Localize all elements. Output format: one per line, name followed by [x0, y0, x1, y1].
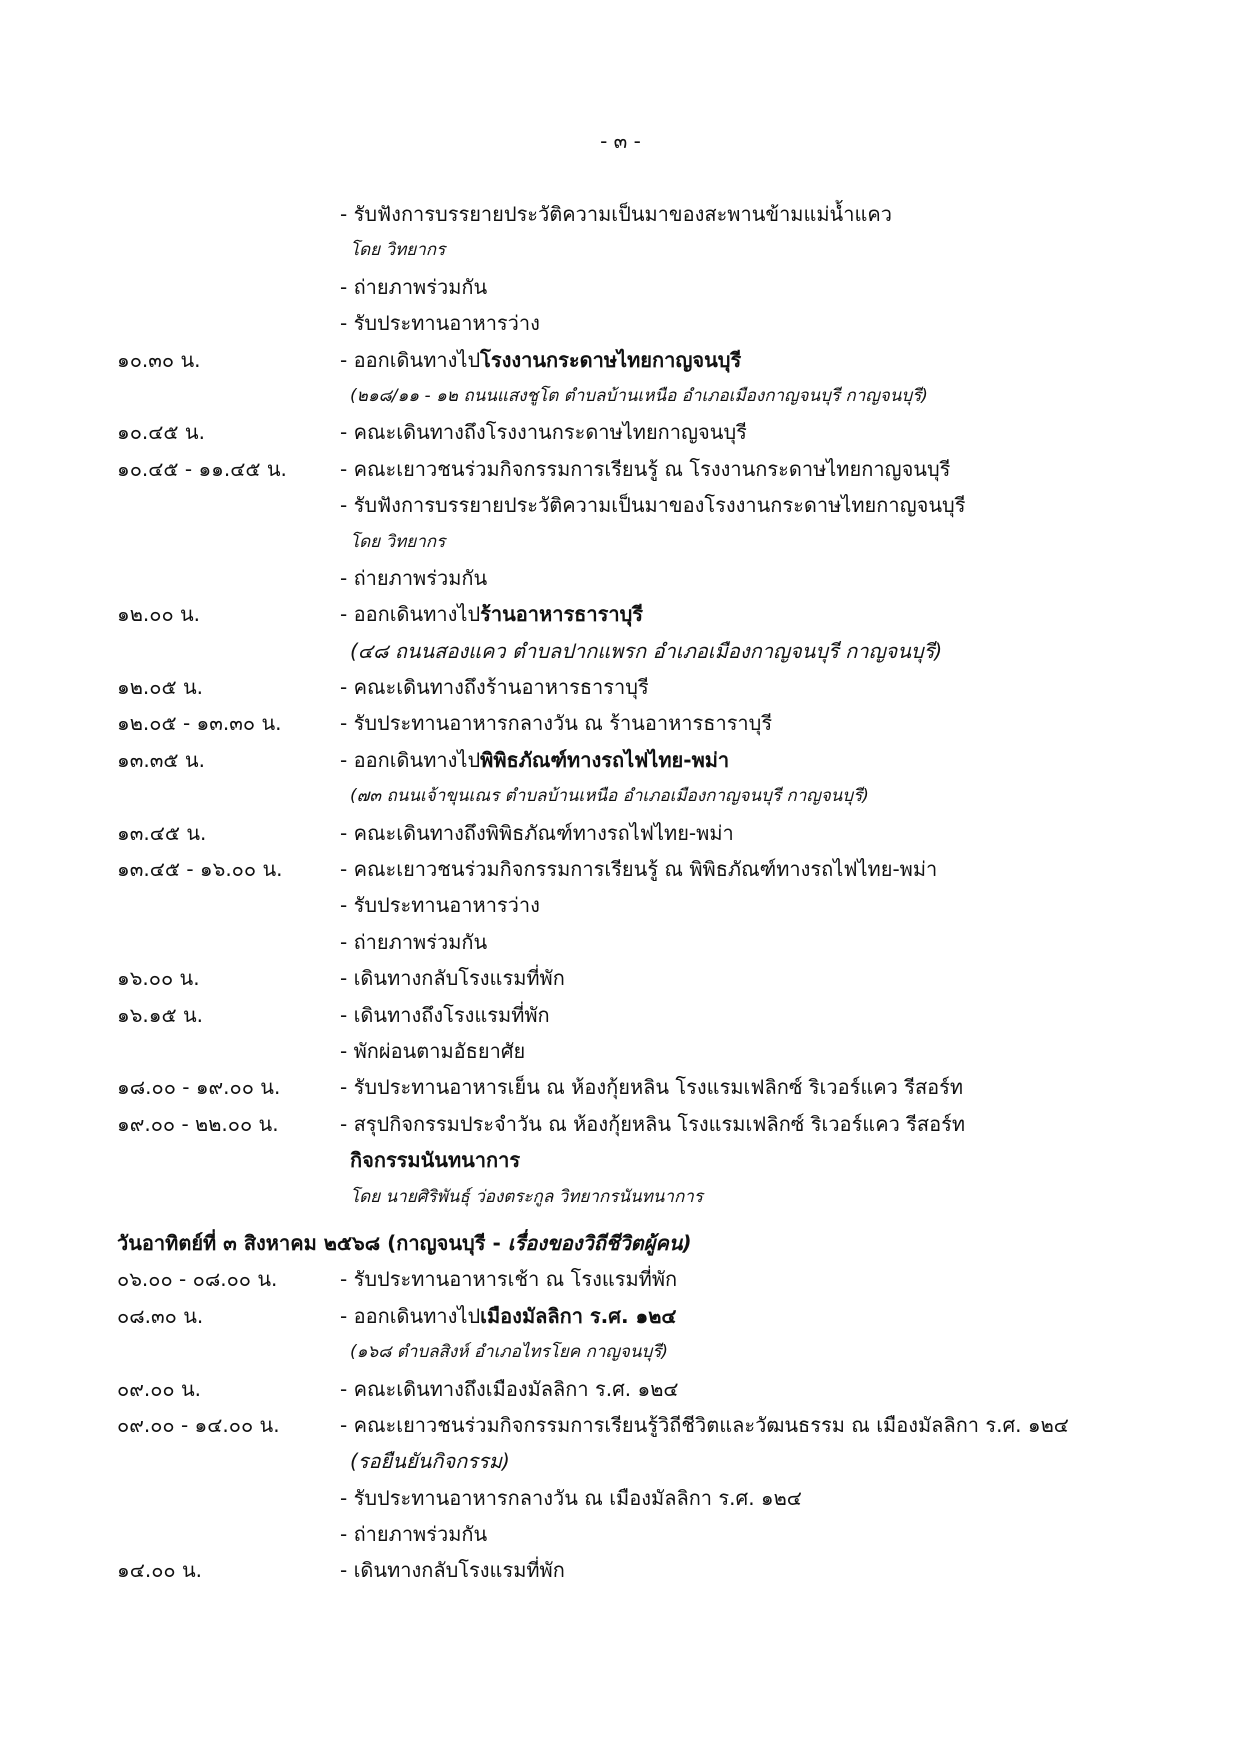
- schedule-row: [0, 524, 1241, 560]
- schedule-row: [0, 705, 1241, 741]
- activity-text: - ออกเดินทางไป: [340, 602, 481, 627]
- schedule-row: [0, 1179, 1241, 1215]
- activity-text: - รับประทานอาหารกลางวัน ณ เมืองมัลลิกา ร.ศ. ๑๒๔: [340, 1485, 802, 1510]
- day-heading-text: วันอาทิตย์ที่ ๓ สิงหาคม ๒๕๖๘ (กาญจนบุรี -: [117, 1230, 508, 1255]
- activity-place-name: กิจกรรมนันทนาการ: [350, 1148, 521, 1173]
- schedule-row: [0, 924, 1241, 960]
- schedule-row: [0, 1371, 1241, 1407]
- activity-text: (รอยืนยันกิจกรรม): [350, 1449, 510, 1474]
- schedule-time: ๑๒.๐๕ - ๑๓.๓๐ น.: [117, 711, 282, 736]
- schedule-row: [0, 669, 1241, 705]
- schedule-activity: [340, 1069, 963, 1105]
- schedule-row: [0, 1069, 1241, 1105]
- schedule-row: [0, 232, 1241, 268]
- schedule-row: [0, 1298, 1241, 1334]
- activity-text: โดย นายศิริพันธุ์ ว่องตระกูล วิทยากรนันทนาการ: [350, 1186, 703, 1207]
- schedule-activity: [340, 342, 741, 378]
- schedule-row: [0, 305, 1241, 341]
- schedule-activity: [340, 1298, 677, 1334]
- schedule-row: [0, 1106, 1241, 1142]
- schedule-activity: [340, 1033, 525, 1069]
- activity-text: - ออกเดินทางไป: [340, 347, 481, 372]
- schedule-time: ๑๖.๑๕ น.: [117, 1002, 203, 1027]
- schedule-note: [350, 378, 928, 414]
- activity-text: โดย วิทยากร: [350, 240, 446, 261]
- schedule-row: [0, 196, 1241, 232]
- activity-text: (๗๓ ถนนเจ้าขุนเณร ตำบลบ้านเหนือ อำเภอเมืองกาญจนบุรี กาญจนบุรี): [350, 786, 869, 807]
- activity-text: - ถ่ายภาพร่วมกัน: [340, 274, 488, 299]
- schedule-row: [0, 1443, 1241, 1479]
- schedule-time: ๐๙.๐๐ น.: [117, 1376, 202, 1401]
- activity-text: (๑๖๘ ตำบลสิงห์ อำเภอไทรโยค กาญจนบุรี): [350, 1342, 669, 1363]
- schedule-time: ๐๘.๓๐ น.: [117, 1303, 204, 1328]
- activity-text: - รับฟังการบรรยายประวัติความเป็นมาของสะพานข้ามแม่น้ำแคว: [340, 202, 892, 226]
- schedule-time: ๐๙.๐๐ - ๑๔.๐๐ น.: [117, 1412, 280, 1437]
- schedule-note: [350, 524, 445, 560]
- schedule-row: [0, 1033, 1241, 1069]
- schedule-activity: [340, 487, 965, 523]
- schedule-row: [0, 1142, 1241, 1178]
- activity-text: - ออกเดินทางไป: [340, 1303, 481, 1328]
- activity-text: (๔๘ ถนนสองแคว ตำบลปากแพรก อำเภอเมืองกาญจนบุรี กาญจนบุรี): [350, 638, 943, 663]
- schedule-activity: [340, 596, 643, 632]
- activity-text: (๒๑๘/๑๑ - ๑๒ ถนนแสงชูโต ตำบลบ้านเหนือ อำเภอเมืองกาญจนบุรี กาญจนบุรี): [350, 385, 928, 406]
- activity-text: - เดินทางถึงโรงแรมที่พัก: [340, 1002, 550, 1027]
- schedule-time: ๑๐.๔๕ - ๑๑.๔๕ น.: [117, 456, 287, 481]
- activity-text: - ออกเดินทางไป: [340, 747, 481, 772]
- schedule-time: ๑๔.๐๐ น.: [117, 1558, 202, 1583]
- schedule-row: [0, 1261, 1241, 1297]
- activity-text: - รับประทานอาหารว่าง: [340, 311, 540, 336]
- schedule-activity: [340, 851, 937, 887]
- schedule-note: [350, 1443, 510, 1479]
- schedule-row: [0, 742, 1241, 778]
- schedule-row: [0, 1480, 1241, 1516]
- activity-text: - คณะเดินทางถึงเมืองมัลลิกา ร.ศ. ๑๒๔: [340, 1376, 679, 1401]
- schedule-time: ๑๘.๐๐ - ๑๙.๐๐ น.: [117, 1075, 281, 1100]
- activity-text: - คณะเยาวชนร่วมกิจกรรมการเรียนรู้วิถีชีวิตและวัฒนธรรม ณ เมืองมัลลิกา ร.ศ. ๑๒๔: [340, 1412, 1069, 1437]
- schedule-activity: [340, 196, 892, 232]
- activity-text: - รับประทานอาหารว่าง: [340, 893, 540, 918]
- schedule-row: [0, 1334, 1241, 1370]
- schedule-time: ๑๐.๓๐ น.: [117, 347, 201, 372]
- schedule-note: [350, 778, 869, 814]
- day-theme-text: เรื่องของวิถีชีวิตผู้คน): [507, 1230, 692, 1255]
- schedule-note: [350, 1179, 703, 1215]
- schedule-time: ๐๖.๐๐ - ๐๘.๐๐ น.: [117, 1267, 278, 1292]
- schedule-subheading: [350, 1142, 520, 1178]
- schedule-row: [0, 560, 1241, 596]
- activity-text: - เดินทางกลับโรงแรมที่พัก: [340, 966, 565, 991]
- schedule-activity: [340, 705, 772, 741]
- day-heading: [117, 1225, 692, 1261]
- schedule-activity: [340, 742, 729, 778]
- schedule-time: ๑๙.๐๐ - ๒๒.๐๐ น.: [117, 1111, 279, 1136]
- activity-text: - คณะเดินทางถึงร้านอาหารธาราบุรี: [340, 675, 649, 700]
- schedule-activity: [340, 269, 487, 305]
- activity-text: - คณะเยาวชนร่วมกิจกรรมการเรียนรู้ ณ โรงงานกระดาษไทยกาญจนบุรี: [340, 456, 951, 481]
- schedule-activity: [340, 305, 540, 341]
- schedule-row: [0, 269, 1241, 305]
- day-heading-row: [0, 1225, 1241, 1261]
- schedule-activity: [340, 924, 487, 960]
- schedule-note: [350, 232, 445, 268]
- activity-text: โดย วิทยากร: [350, 531, 446, 552]
- schedule-activity: [340, 1261, 677, 1297]
- schedule-activity: [340, 669, 649, 705]
- activity-text: - ถ่ายภาพร่วมกัน: [340, 1522, 488, 1547]
- page-number: - ๓ -: [600, 129, 641, 153]
- activity-text: - คณะเดินทางถึงพิพิธภัณฑ์ทางรถไฟไทย-พม่า: [340, 820, 734, 845]
- activity-text: - คณะเดินทางถึงโรงงานกระดาษไทยกาญจนบุรี: [340, 420, 747, 445]
- schedule-list: [0, 196, 1241, 1589]
- activity-text: - ถ่ายภาพร่วมกัน: [340, 565, 488, 590]
- activity-place-name: ร้านอาหารธาราบุรี: [480, 602, 644, 627]
- schedule-row: [0, 1407, 1241, 1443]
- schedule-activity: [340, 1516, 487, 1552]
- activity-text: - รับฟังการบรรยายประวัติความเป็นมาของโรงงานกระดาษไทยกาญจนบุรี: [340, 493, 966, 518]
- schedule-row: [0, 1552, 1241, 1588]
- schedule-row: [0, 887, 1241, 923]
- schedule-time: ๑๒.๐๕ น.: [117, 675, 203, 700]
- activity-text: - พักผ่อนตามอัธยาศัย: [340, 1038, 526, 1063]
- activity-place-name: เมืองมัลลิกา ร.ศ. ๑๒๔: [480, 1303, 677, 1328]
- schedule-activity: [340, 815, 734, 851]
- schedule-row: [0, 778, 1241, 814]
- schedule-activity: [340, 560, 487, 596]
- schedule-activity: [340, 451, 950, 487]
- activity-text: - ถ่ายภาพร่วมกัน: [340, 929, 488, 954]
- schedule-row: [0, 378, 1241, 414]
- schedule-row: [0, 596, 1241, 632]
- schedule-activity: [340, 960, 565, 996]
- schedule-time: ๑๐.๔๕ น.: [117, 420, 205, 445]
- activity-place-name: โรงงานกระดาษไทยกาญจนบุรี: [480, 347, 742, 372]
- schedule-activity: [340, 1106, 965, 1142]
- schedule-time: ๑๖.๐๐ น.: [117, 966, 200, 991]
- schedule-row: [0, 1516, 1241, 1552]
- schedule-row: [0, 414, 1241, 450]
- activity-text: - สรุปกิจกรรมประจำวัน ณ ห้องกุ้ยหลิน โรงแรมเฟลิกซ์ ริเวอร์แคว รีสอร์ท: [340, 1111, 966, 1136]
- activity-text: - รับประทานอาหารเย็น ณ ห้องกุ้ยหลิน โรงแรมเฟลิกซ์ ริเวอร์แคว รีสอร์ท: [340, 1075, 964, 1100]
- schedule-activity: [340, 997, 550, 1033]
- schedule-time: ๑๒.๐๐ น.: [117, 602, 201, 627]
- schedule-note: [350, 1334, 668, 1370]
- schedule-row: [0, 451, 1241, 487]
- schedule-activity: [340, 1371, 679, 1407]
- schedule-row: [0, 342, 1241, 378]
- schedule-time: ๑๓.๔๕ น.: [117, 820, 207, 845]
- schedule-row: [0, 997, 1241, 1033]
- activity-place-name: พิพิธภัณฑ์ทางรถไฟไทย-พม่า: [480, 747, 730, 772]
- schedule-row: [0, 960, 1241, 996]
- schedule-time: ๑๓.๔๕ - ๑๖.๐๐ น.: [117, 857, 283, 882]
- schedule-activity: [340, 414, 747, 450]
- schedule-row: [0, 851, 1241, 887]
- schedule-row: [0, 815, 1241, 851]
- activity-text: - รับประทานอาหารเช้า ณ โรงแรมที่พัก: [340, 1267, 678, 1292]
- schedule-row: [0, 633, 1241, 669]
- schedule-activity: [340, 1407, 1069, 1443]
- schedule-activity: [340, 1552, 565, 1588]
- schedule-row: [0, 487, 1241, 523]
- activity-text: - เดินทางกลับโรงแรมที่พัก: [340, 1558, 565, 1583]
- activity-text: - รับประทานอาหารกลางวัน ณ ร้านอาหารธาราบุรี: [340, 711, 773, 736]
- schedule-note: [350, 633, 942, 669]
- schedule-activity: [340, 1480, 802, 1516]
- activity-text: - คณะเยาวชนร่วมกิจกรรมการเรียนรู้ ณ พิพิธภัณฑ์ทางรถไฟไทย-พม่า: [340, 857, 938, 882]
- schedule-time: ๑๓.๓๕ น.: [117, 747, 205, 772]
- schedule-activity: [340, 887, 540, 923]
